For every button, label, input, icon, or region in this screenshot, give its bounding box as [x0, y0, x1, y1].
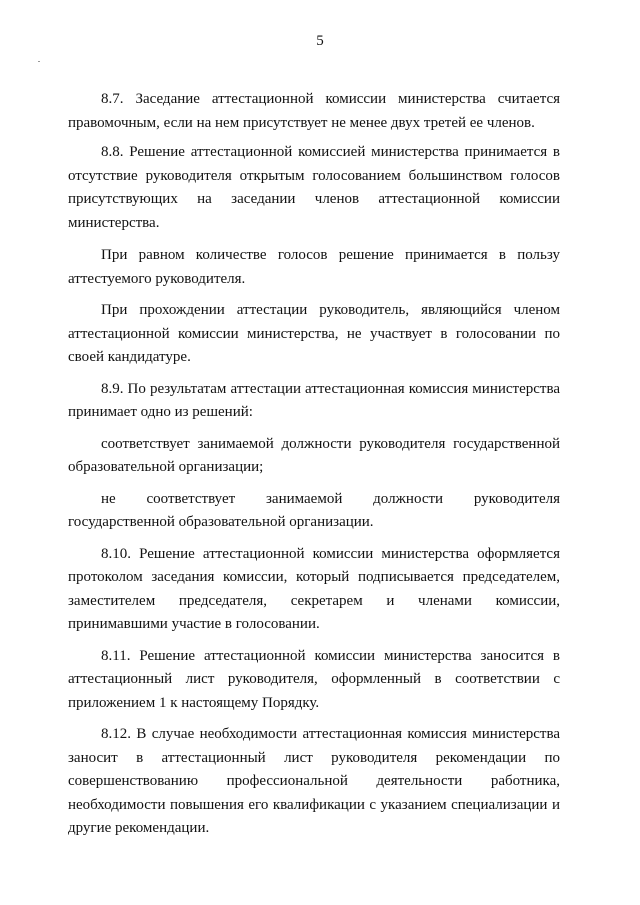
paragraph-decision-not-corresponds: не соответствует занимаемой должности руководителя государственной образовательной организации. [68, 490, 560, 530]
paragraph-8-7: 8.7. Заседание аттестационной комиссии министерства считается правомочным, если на нем присутствует не менее двух третей ее членов. [68, 91, 560, 131]
page-number: 5 [316, 33, 324, 49]
scan-artifact [38, 61, 40, 62]
paragraph-8-8: 8.8. Решение аттестационной комиссией министерства принимается в отсутствие руководителя открытым голосованием большинством голосов присутствующих на заседании членов аттестационной комиссии министерства. [68, 144, 560, 231]
paragraph-8-12: 8.12. В случае необходимости аттестационная комиссия министерства заносит в аттестационный лист руководителя рекомендации по совершенствованию профессиональной деятельности работника, необходимости повышения его квалификации с указанием специализации и другие рекомендации. [68, 726, 560, 836]
paragraph-decision-corresponds: соответствует занимаемой должности руководителя государственной образовательной организации; [68, 435, 560, 475]
paragraph-8-9: 8.9. По результатам аттестации аттестационная комиссия министерства принимает одно из решений: [68, 380, 560, 420]
paragraph-member-candidate: При прохождении аттестации руководитель, являющийся членом аттестационной комиссии министерства, не участвует в голосовании по своей кандидатуре. [68, 302, 560, 365]
document-body [68, 88, 560, 849]
paragraph-8-10: 8.10. Решение аттестационной комиссии министерства оформляется протоколом заседания комиссии, который подписывается председателем, заместителем председателя, секретарем и членами комиссии, принимавшими участие в голосовании. [68, 545, 560, 632]
paragraph-8-11: 8.11. Решение аттестационной комиссии министерства заносится в аттестационный лист руководителя, оформленный в соответствии с приложением 1 к настоящему Порядку. [68, 647, 560, 711]
paragraph-equal-votes: При равном количестве голосов решение принимается в пользу аттестуемого руководителя. [68, 247, 560, 287]
